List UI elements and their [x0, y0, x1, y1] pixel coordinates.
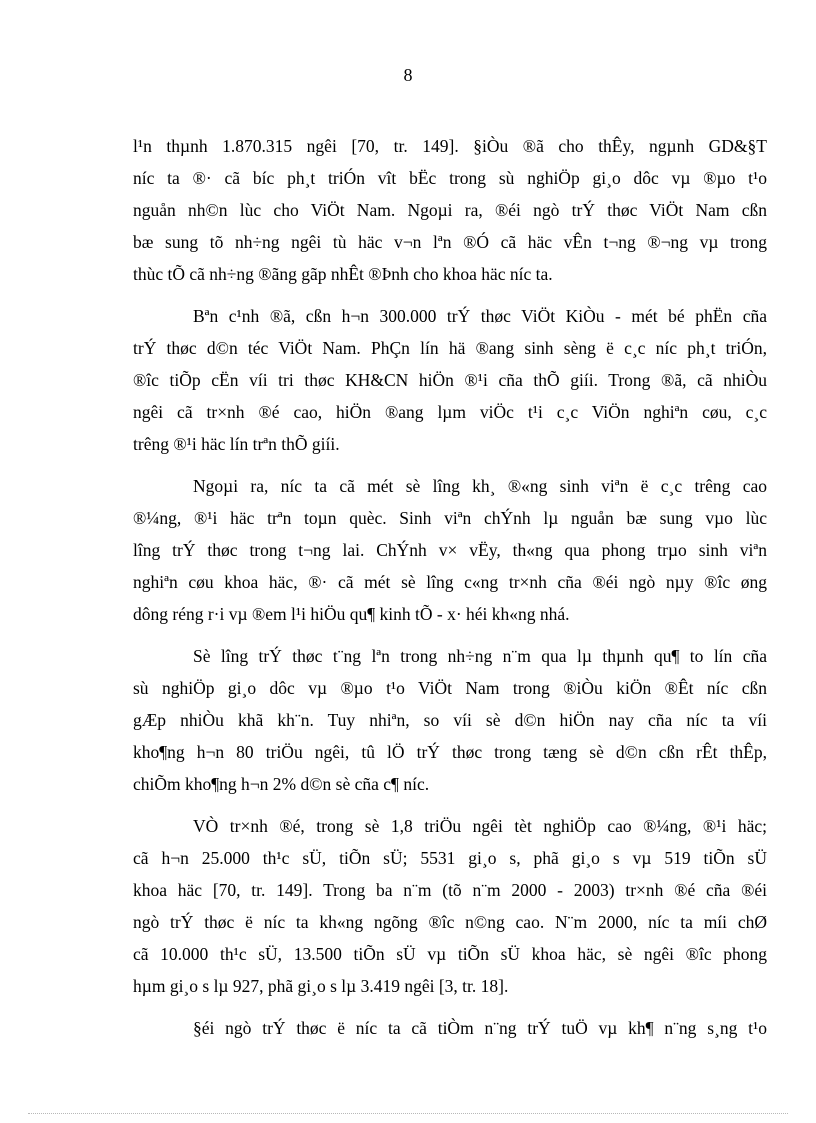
- text-line: trêng ®¹i häc lín trªn thÕ giíi.: [133, 434, 340, 454]
- text-line: lîng trÝ thøc trong t¬ng lai. ChÝnh v× vËy, th«ng qua phong trµo sinh viªn: [133, 540, 767, 560]
- text-line: chiÕm kho¶ng h¬n 2% d©n sè cña c¶ níc.: [133, 774, 430, 794]
- paragraph-2: [133, 300, 767, 460]
- paragraph-3: [133, 470, 767, 630]
- paragraph-5: [133, 810, 767, 1002]
- text-line: trÝ thøc d©n téc ViÖt Nam. PhÇn lín hä ®ang sinh sèng ë c¸c níc ph¸t triÓn,: [133, 338, 767, 358]
- text-line: §éi ngò trÝ thøc ë níc ta cã tiÒm n¨ng trÝ tuÖ vµ kh¶ n¨ng s¸ng t¹o: [193, 1018, 767, 1038]
- text-line: Bªn c¹nh ®ã, cßn h¬n 300.000 trÝ thøc ViÖt KiÒu - mét bé phËn cña: [193, 306, 767, 326]
- text-line: gÆp nhiÒu khã kh¨n. Tuy nhiªn, so víi sè d©n hiÖn nay cña níc ta víi: [133, 710, 767, 730]
- text-line: níc ta ®· cã bíc ph¸t triÓn vît bËc trong sù nghiÖp gi¸o dôc vµ ®µo t¹o: [133, 168, 767, 188]
- paragraph-6: [133, 1012, 767, 1044]
- text-line: khoa häc [70, tr. 149]. Trong ba n¨m (tõ n¨m 2000 - 2003) tr×nh ®é cña ®éi: [133, 880, 767, 900]
- text-line: bæ sung tõ nh÷ng ngêi tù häc v¬n lªn ®Ó cã häc vÊn t¬ng ®¬ng vµ trong: [133, 232, 767, 252]
- text-line: l¹n thµnh 1.870.315 ngêi [70, tr. 149]. §iÒu ®ã cho thÊy, ngµnh GD&§T: [133, 136, 767, 156]
- text-line: kho¶ng h¬n 80 triÖu ngêi, tû lÖ trÝ thøc trong tæng sè d©n cßn rÊt thÊp,: [133, 742, 767, 762]
- text-line: dông réng r·i vµ ®em l¹i hiÖu qu¶ kinh tÕ - x· héi kh«ng nhá.: [133, 604, 570, 624]
- text-line: sù nghiÖp gi¸o dôc vµ ®µo t¹o ViÖt Nam trong ®iÒu kiÖn ®Êt níc cßn: [133, 678, 767, 698]
- text-line: cã 10.000 th¹c sÜ, 13.500 tiÕn sÜ vµ tiÕn sÜ khoa häc, sè ngêi ®îc phong: [133, 944, 767, 964]
- document-body: [133, 130, 767, 1054]
- text-line: nghiªn cøu khoa häc, ®· cã mét sè lîng c«ng tr×nh cña ®éi ngò nµy ®îc øng: [133, 572, 767, 592]
- text-line: Sè lîng trÝ thøc t¨ng lªn trong nh÷ng n¨m qua lµ thµnh qu¶ to lín cña: [193, 646, 767, 666]
- text-line: ®¼ng, ®¹i häc trªn toµn quèc. Sinh viªn chÝnh lµ nguån bæ sung vµo lùc: [133, 508, 767, 528]
- text-line: thùc tÕ cã nh÷ng ®ãng gãp nhÊt ®Þnh cho khoa häc níc ta.: [133, 264, 553, 284]
- page-number: 8: [403, 65, 413, 85]
- page-bottom-divider: [28, 1113, 788, 1114]
- text-line: ngêi cã tr×nh ®é cao, hiÖn ®ang lµm viÖc t¹i c¸c ViÖn nghiªn cøu, c¸c: [133, 402, 767, 422]
- text-line: nguån nh©n lùc cho ViÖt Nam. Ngoµi ra, ®éi ngò trÝ thøc ViÖt Nam cßn: [133, 200, 767, 220]
- paragraph-4: [133, 640, 767, 800]
- text-line: ®îc tiÕp cËn víi tri thøc KH&CN hiÖn ®¹i cña thÕ giíi. Trong ®ã, cã nhiÒu: [133, 370, 767, 390]
- text-line: Ngoµi ra, níc ta cã mét sè lîng kh¸ ®«ng sinh viªn ë c¸c trêng cao: [193, 476, 767, 496]
- text-line: cã h¬n 25.000 th¹c sÜ, tiÕn sÜ; 5531 gi¸o s, phã gi¸o s vµ 519 tiÕn sÜ: [133, 848, 767, 868]
- text-line: ngò trÝ thøc ë níc ta kh«ng ngõng ®îc n©ng cao. N¨m 2000, níc ta míi chØ: [133, 912, 767, 932]
- paragraph-1: [133, 130, 767, 290]
- text-line: VÒ tr×nh ®é, trong sè 1,8 triÖu ngêi tèt nghiÖp cao ®¼ng, ®¹i häc;: [193, 816, 767, 836]
- text-line: hµm gi¸o s lµ 927, phã gi¸o s lµ 3.419 ngêi [3, tr. 18].: [133, 976, 509, 996]
